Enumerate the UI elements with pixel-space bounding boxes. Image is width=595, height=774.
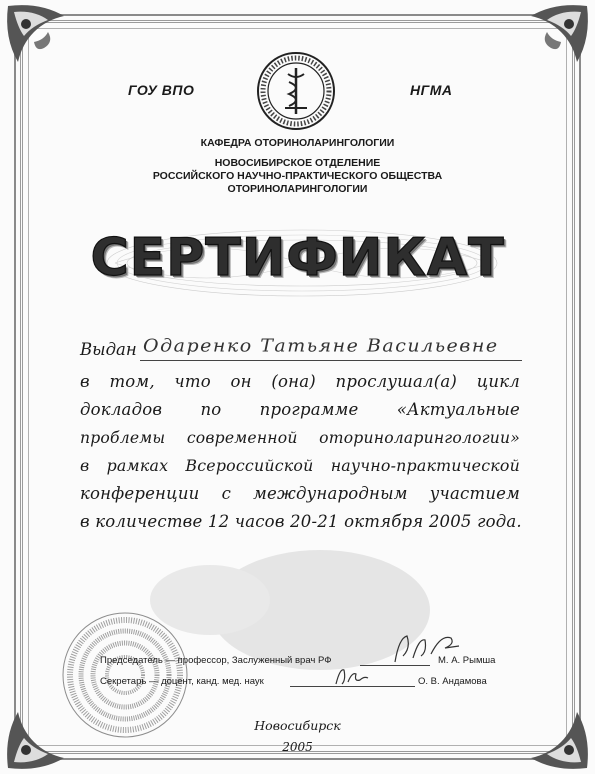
body-line: конференции с международным участием bbox=[80, 484, 520, 503]
chair-name: М. А. Рымша bbox=[438, 655, 496, 666]
ornament-corner-icon bbox=[4, 2, 76, 74]
organization-line: РОССИЙСКОГО НАУЧНО-ПРАКТИЧЕСКОГО ОБЩЕСТВА bbox=[152, 170, 443, 182]
ornament-corner-icon bbox=[519, 700, 591, 772]
department-name: КАФЕДРА ОТОРИНОЛАРИНГОЛОГИИ bbox=[200, 137, 395, 149]
institution-abbr-right: НГМА bbox=[410, 82, 453, 98]
body-line: в количестве 12 часов 20-21 октября 2005 года. bbox=[80, 512, 522, 531]
secretary-name: О. В. Андамова bbox=[418, 676, 487, 687]
organization-line: НОВОСИБИРСКОЕ ОТДЕЛЕНИЕ bbox=[214, 157, 381, 169]
medical-academy-emblem-icon bbox=[255, 50, 337, 132]
institution-abbr-left: ГОУ ВПО bbox=[128, 82, 195, 98]
issue-city: Новосибирск bbox=[254, 718, 341, 733]
ornament-corner-icon bbox=[519, 2, 591, 74]
organization-line: ОТОРИНОЛАРИНГОЛОГИИ bbox=[227, 183, 368, 195]
issued-to-label: Выдан bbox=[80, 340, 137, 359]
body-line: докладов по программе «Актуальные bbox=[80, 400, 520, 419]
body-line: проблемы современной оториноларингологии» bbox=[80, 429, 520, 447]
secretary-signature-icon bbox=[332, 664, 372, 690]
certificate-title: СЕРТИФИКАТ bbox=[90, 228, 505, 288]
chair-signature-role: Председатель — профессор, Заслуженный врач РФ bbox=[100, 655, 332, 666]
secretary-signature-role: Секретарь — доцент, канд. мед. наук bbox=[100, 676, 264, 687]
body-line: в рамках Всероссийской научно-практической bbox=[80, 456, 520, 475]
recipient-name-underline bbox=[140, 360, 522, 361]
recipient-name: Одаренко Татьяне Васильевне bbox=[143, 335, 499, 357]
issue-year: 2005 bbox=[282, 740, 313, 754]
body-line: в том, что он (она) прослушал(а) цикл bbox=[80, 372, 520, 391]
